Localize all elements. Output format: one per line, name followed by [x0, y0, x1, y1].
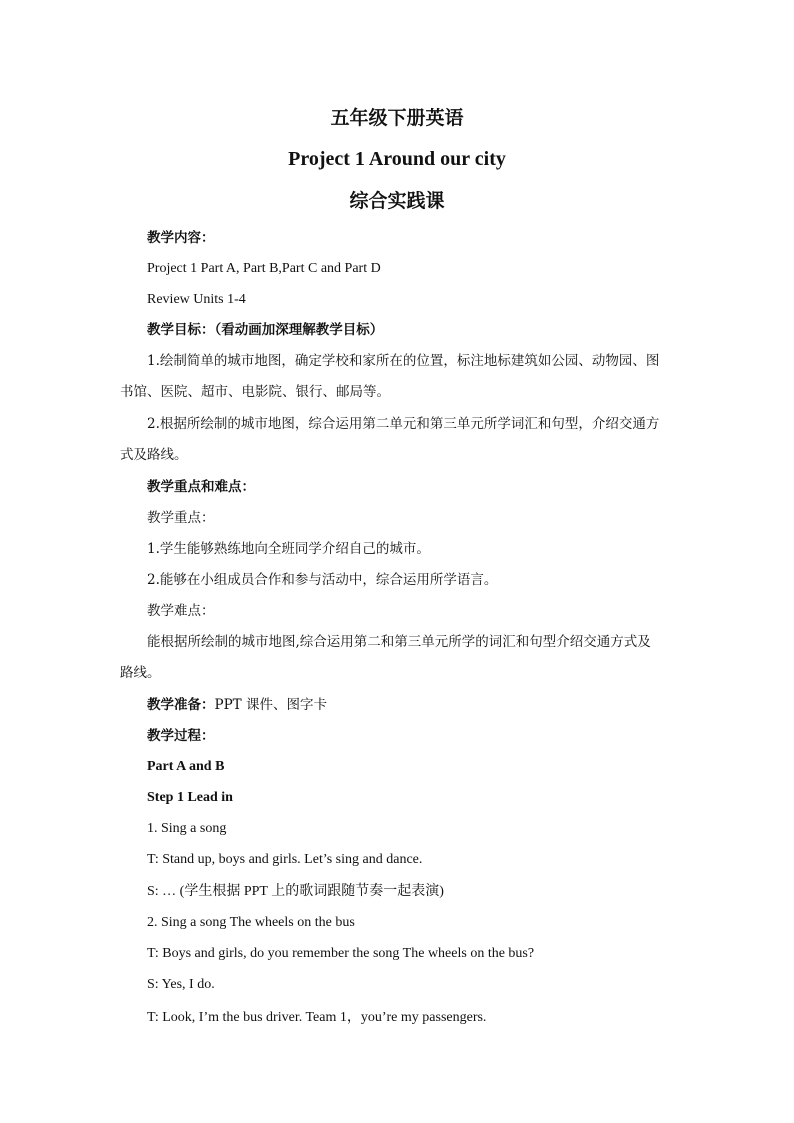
title-project: Project 1 Around our city: [288, 148, 506, 170]
dialogue-teacher-1: T: Stand up, boys and girls. Let’s sing and dance.: [147, 852, 423, 867]
goal-2-line-b: 式及路线。: [120, 447, 188, 463]
dialogue-student-2: S: Yes, I do.: [147, 977, 215, 992]
goal-2-line-a: 2.根据所绘制的城市地图，综合运用第二单元和第三单元所学词汇和句型，介绍交通方: [147, 416, 660, 432]
part-ab-heading: Part A and B: [147, 759, 225, 774]
step-1-heading: Step 1 Lead in: [147, 790, 233, 805]
content-line-2: Review Units 1-4: [147, 292, 246, 307]
preparation-label: 教学准备：: [147, 697, 215, 713]
key-point-2: 2.能够在小组成员合作和参与活动中，综合运用所学语言。: [147, 572, 498, 588]
goals-heading: 教学目标：（看动画加深理解教学目标）: [147, 322, 384, 338]
dialogue-teacher-2: T: Boys and girls, do you remember the song The wheels on the bus?: [147, 946, 535, 961]
title-grade: 五年级下册英语: [330, 107, 464, 129]
title-lesson-type: 综合实践课: [349, 190, 445, 212]
goal-1-line-a: 1.绘制简单的城市地图，确定学校和家所在的位置，标注地标建筑如公园、动物园、图: [147, 353, 660, 369]
goal-1-line-b: 书馆、医院、超市、电影院、银行、邮局等。: [120, 384, 390, 400]
dialogue-teacher-3: T: Look, I’m the bus driver. Team 1，you’re my passengers.: [147, 1010, 487, 1025]
focus-heading: 教学重点和难点：: [147, 479, 255, 495]
process-heading: 教学过程：: [147, 728, 215, 744]
difficult-point-line-a: 能根据所绘制的城市地图,综合运用第二和第三单元所学的词汇和句型介绍交通方式及: [147, 634, 651, 650]
difficult-point-line-b: 路线。: [120, 665, 161, 681]
preparation-line: [147, 695, 327, 715]
content-line-1: Project 1 Part A, Part B,Part C and Part D: [147, 261, 381, 276]
key-points-label: 教学重点：: [147, 510, 215, 526]
dialogue-student-1: S: … (学生根据 PPT 上的歌词跟随节奏一起表演): [147, 884, 444, 899]
key-point-1: 1.学生能够熟练地向全班同学介绍自己的城市。: [147, 541, 430, 557]
content-heading: 教学内容：: [147, 230, 215, 246]
activity-sing-1: 1. Sing a song: [147, 821, 227, 836]
preparation-value: PPT 课件、图字卡: [214, 697, 327, 713]
difficult-points-label: 教学难点：: [147, 603, 215, 619]
activity-sing-2: 2. Sing a song The wheels on the bus: [147, 915, 355, 930]
